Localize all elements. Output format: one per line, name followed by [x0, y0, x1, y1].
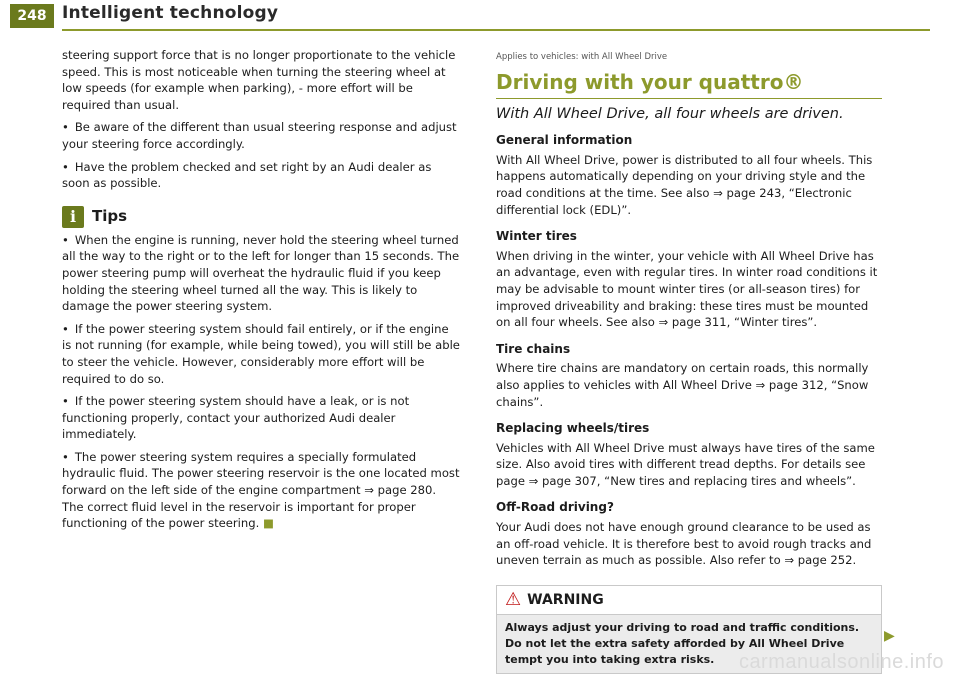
left-column — [62, 47, 460, 538]
tip-text: The power steering system requires a specially formulated hydraulic fluid. The power steering reservoir is the one located most forward on the left side of the engine compartment ⇒ page 280. The correct fluid level in the reservoir is important for proper functioning of the power steering. — [62, 449, 460, 531]
section-title: Intelligent technology — [62, 3, 279, 23]
page-number: 248 — [10, 4, 54, 28]
section-text: Your Audi does not have enough ground clearance to be used as an off-road vehicle. It is therefore best to avoid rough tracks and uneven terrain as much as possible. Also refer to ⇒ page 252. — [496, 520, 872, 568]
page-header — [0, 0, 960, 30]
warning-label: WARNING — [527, 591, 604, 608]
subtitle: With All Wheel Drive, all four wheels are driven. — [496, 105, 844, 122]
bullet-item: • Be aware of the different than usual steering response and adjust your steering force accordingly. — [62, 119, 460, 152]
tip-item: • If the power steering system should have a leak, or is not functioning properly, contact your authorized Audi dealer immediately. — [62, 393, 460, 443]
watermark: carmanualsonline.info — [738, 651, 944, 673]
section-heading: Replacing wheels/tires — [496, 421, 650, 436]
applies-note: Applies to vehicles: with All Wheel Drive — [496, 52, 668, 62]
tip-item: • If the power steering system should fail entirely, or if the engine is not running (for example, while being towed), you will still be able to steer the vehicle. However, considerably more effort will be required to do so. — [62, 321, 460, 387]
section-text: When driving in the winter, your vehicle with All Wheel Drive has an advantage, even with regular tires. In winter road conditions it may be advisable to mount winter tires (or all-season tires) for improved driveability and braking: these tires must be mounted on all four wheels. See also ⇒ page 311, “Winter tires”. — [496, 248, 878, 330]
warning-header — [497, 586, 881, 615]
warning-triangle-icon: ⚠ — [505, 588, 522, 610]
section-text: Where tire chains are mandatory on certain roads, this normally also applies to vehicles with All Wheel Drive ⇒ page 312, “Snow chains”. — [496, 361, 869, 409]
bullet-item: • Have the problem checked and set right by an Audi dealer as soon as possible. — [62, 159, 460, 192]
intro-paragraph: steering support force that is no longer proportionate to the vehicle speed. This is most noticeable when turning the steering wheel at low speeds (for example when parking), - more effort will be required than usual. — [62, 48, 456, 112]
tips-label: Tips — [92, 207, 128, 226]
title-rule — [496, 98, 882, 99]
section-heading: Winter tires — [496, 229, 577, 244]
right-column — [496, 49, 882, 674]
tips-header — [62, 206, 460, 228]
section-heading: Tire chains — [496, 341, 571, 356]
info-icon: i — [62, 206, 84, 228]
end-mark: ■ — [263, 516, 274, 531]
tip-item: • When the engine is running, never hold the steering wheel turned all the way to the right or to the left for longer than 15 seconds. The power steering pump will overheat the hydraulic fluid if you keep holding the steering wheel turned all the way. This is likely to damage the power steering system. — [62, 232, 460, 315]
section-text: With All Wheel Drive, power is distributed to all four wheels. This happens automatically depending on your driving style and the road conditions at the time. See also ⇒ page 243, “Electronic differential lock (EDL)”. — [496, 152, 873, 217]
section-heading: Off-Road driving? — [496, 500, 614, 515]
section-text: Vehicles with All Wheel Drive must always have tires of the same size. Also avoid tires with different tread depths. For details see page ⇒ page 307, “New tires and replacing tires and wheels”. — [496, 440, 875, 488]
header-rule — [62, 29, 930, 31]
tip-item — [62, 449, 460, 532]
main-title: Driving with your quattro® — [496, 69, 804, 94]
continue-arrow-icon: ▶ — [884, 628, 895, 644]
warning-text: Always adjust your driving to road and traffic conditions. Do not let the extra safety afforded by All Wheel Drive tempt you into taking extra risks. — [497, 615, 881, 673]
section-heading: General information — [496, 133, 633, 148]
